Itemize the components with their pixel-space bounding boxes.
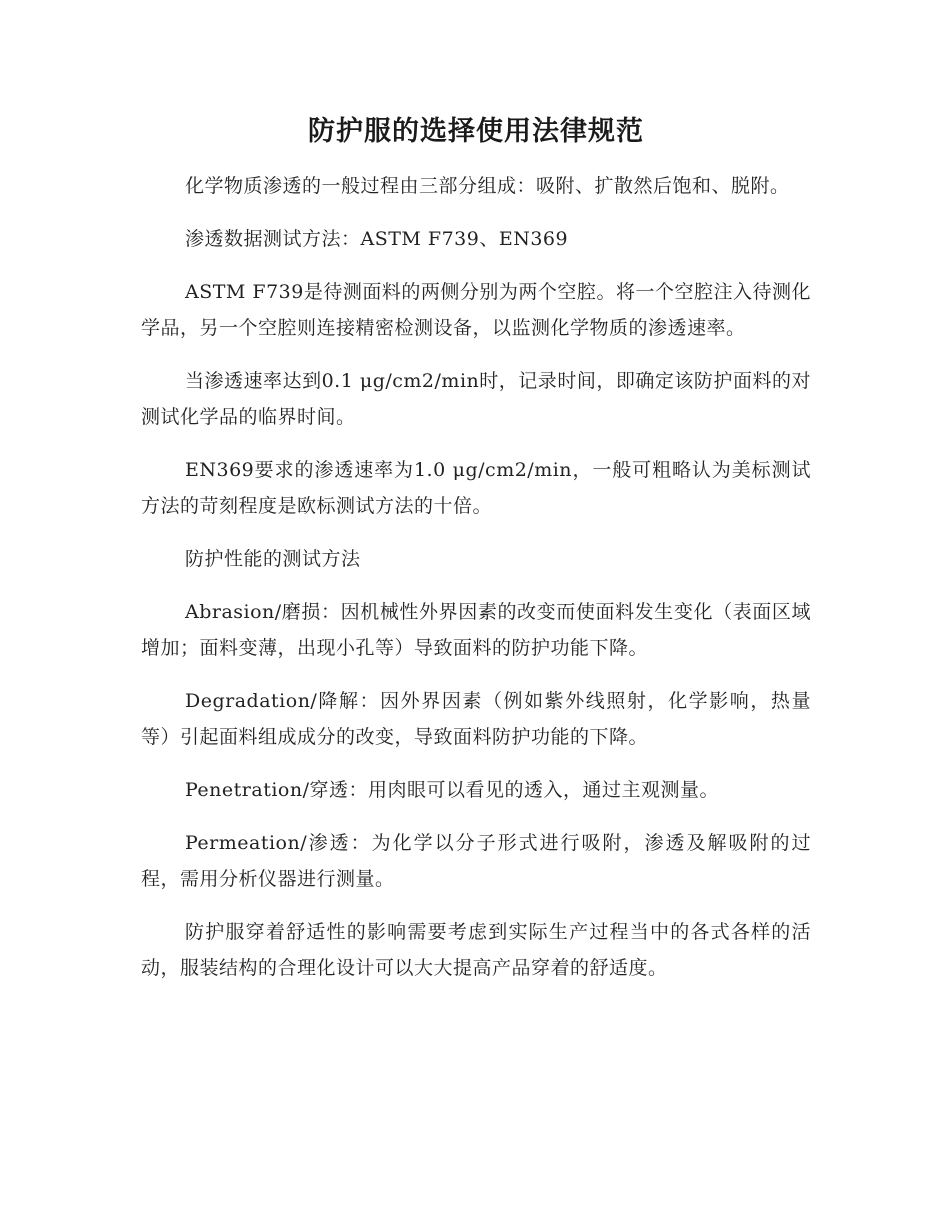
paragraph-abrasion: Abrasion/磨损：因机械性外界因素的改变而使面料发生变化（表面区域增加；面料变薄，出现小孔等）导致面料的防护功能下降。: [141, 601, 811, 659]
paragraph-degradation: Degradation/降解：因外界因素（例如紫外线照射，化学影响，热量等）引起面料组成成分的改变，导致面料防护功能的下降。: [141, 690, 811, 748]
paragraph-breakthrough-time: 当渗透速率达到0.1 μg/cm2/min时，记录时间，即确定该防护面料的对测试化学品的临界时间。: [141, 370, 811, 428]
paragraph-test-methods: 渗透数据测试方法：ASTM F739、EN369: [185, 228, 569, 250]
paragraph-en369: EN369要求的渗透速率为1.0 μg/cm2/min，一般可粗略认为美标测试方法的苛刻程度是欧标测试方法的十倍。: [141, 459, 811, 517]
paragraph-astm-f739: ASTM F739是待测面料的两侧分别为两个空腔。将一个空腔注入待测化学品，另一个空腔则连接精密检测设备，以监测化学物质的渗透速率。: [141, 281, 811, 339]
document-page: [141, 108, 811, 1003]
document-title: 防护服的选择使用法律规范: [308, 116, 644, 147]
paragraph-penetration: Penetration/穿透：用肉眼可以看见的透入，通过主观测量。: [185, 779, 719, 801]
paragraph-protection-tests-heading: 防护性能的测试方法: [185, 548, 361, 570]
paragraph-permeation-process: 化学物质渗透的一般过程由三部分组成：吸附、扩散然后饱和、脱附。: [185, 175, 790, 197]
paragraph-comfort: 防护服穿着舒适性的影响需要考虑到实际生产过程当中的各式各样的活动，服装结构的合理化设计可以大大提高产品穿着的舒适度。: [141, 921, 811, 979]
paragraph-permeation: Permeation/渗透：为化学以分子形式进行吸附，渗透及解吸附的过程，需用分析仪器进行测量。: [141, 832, 811, 890]
